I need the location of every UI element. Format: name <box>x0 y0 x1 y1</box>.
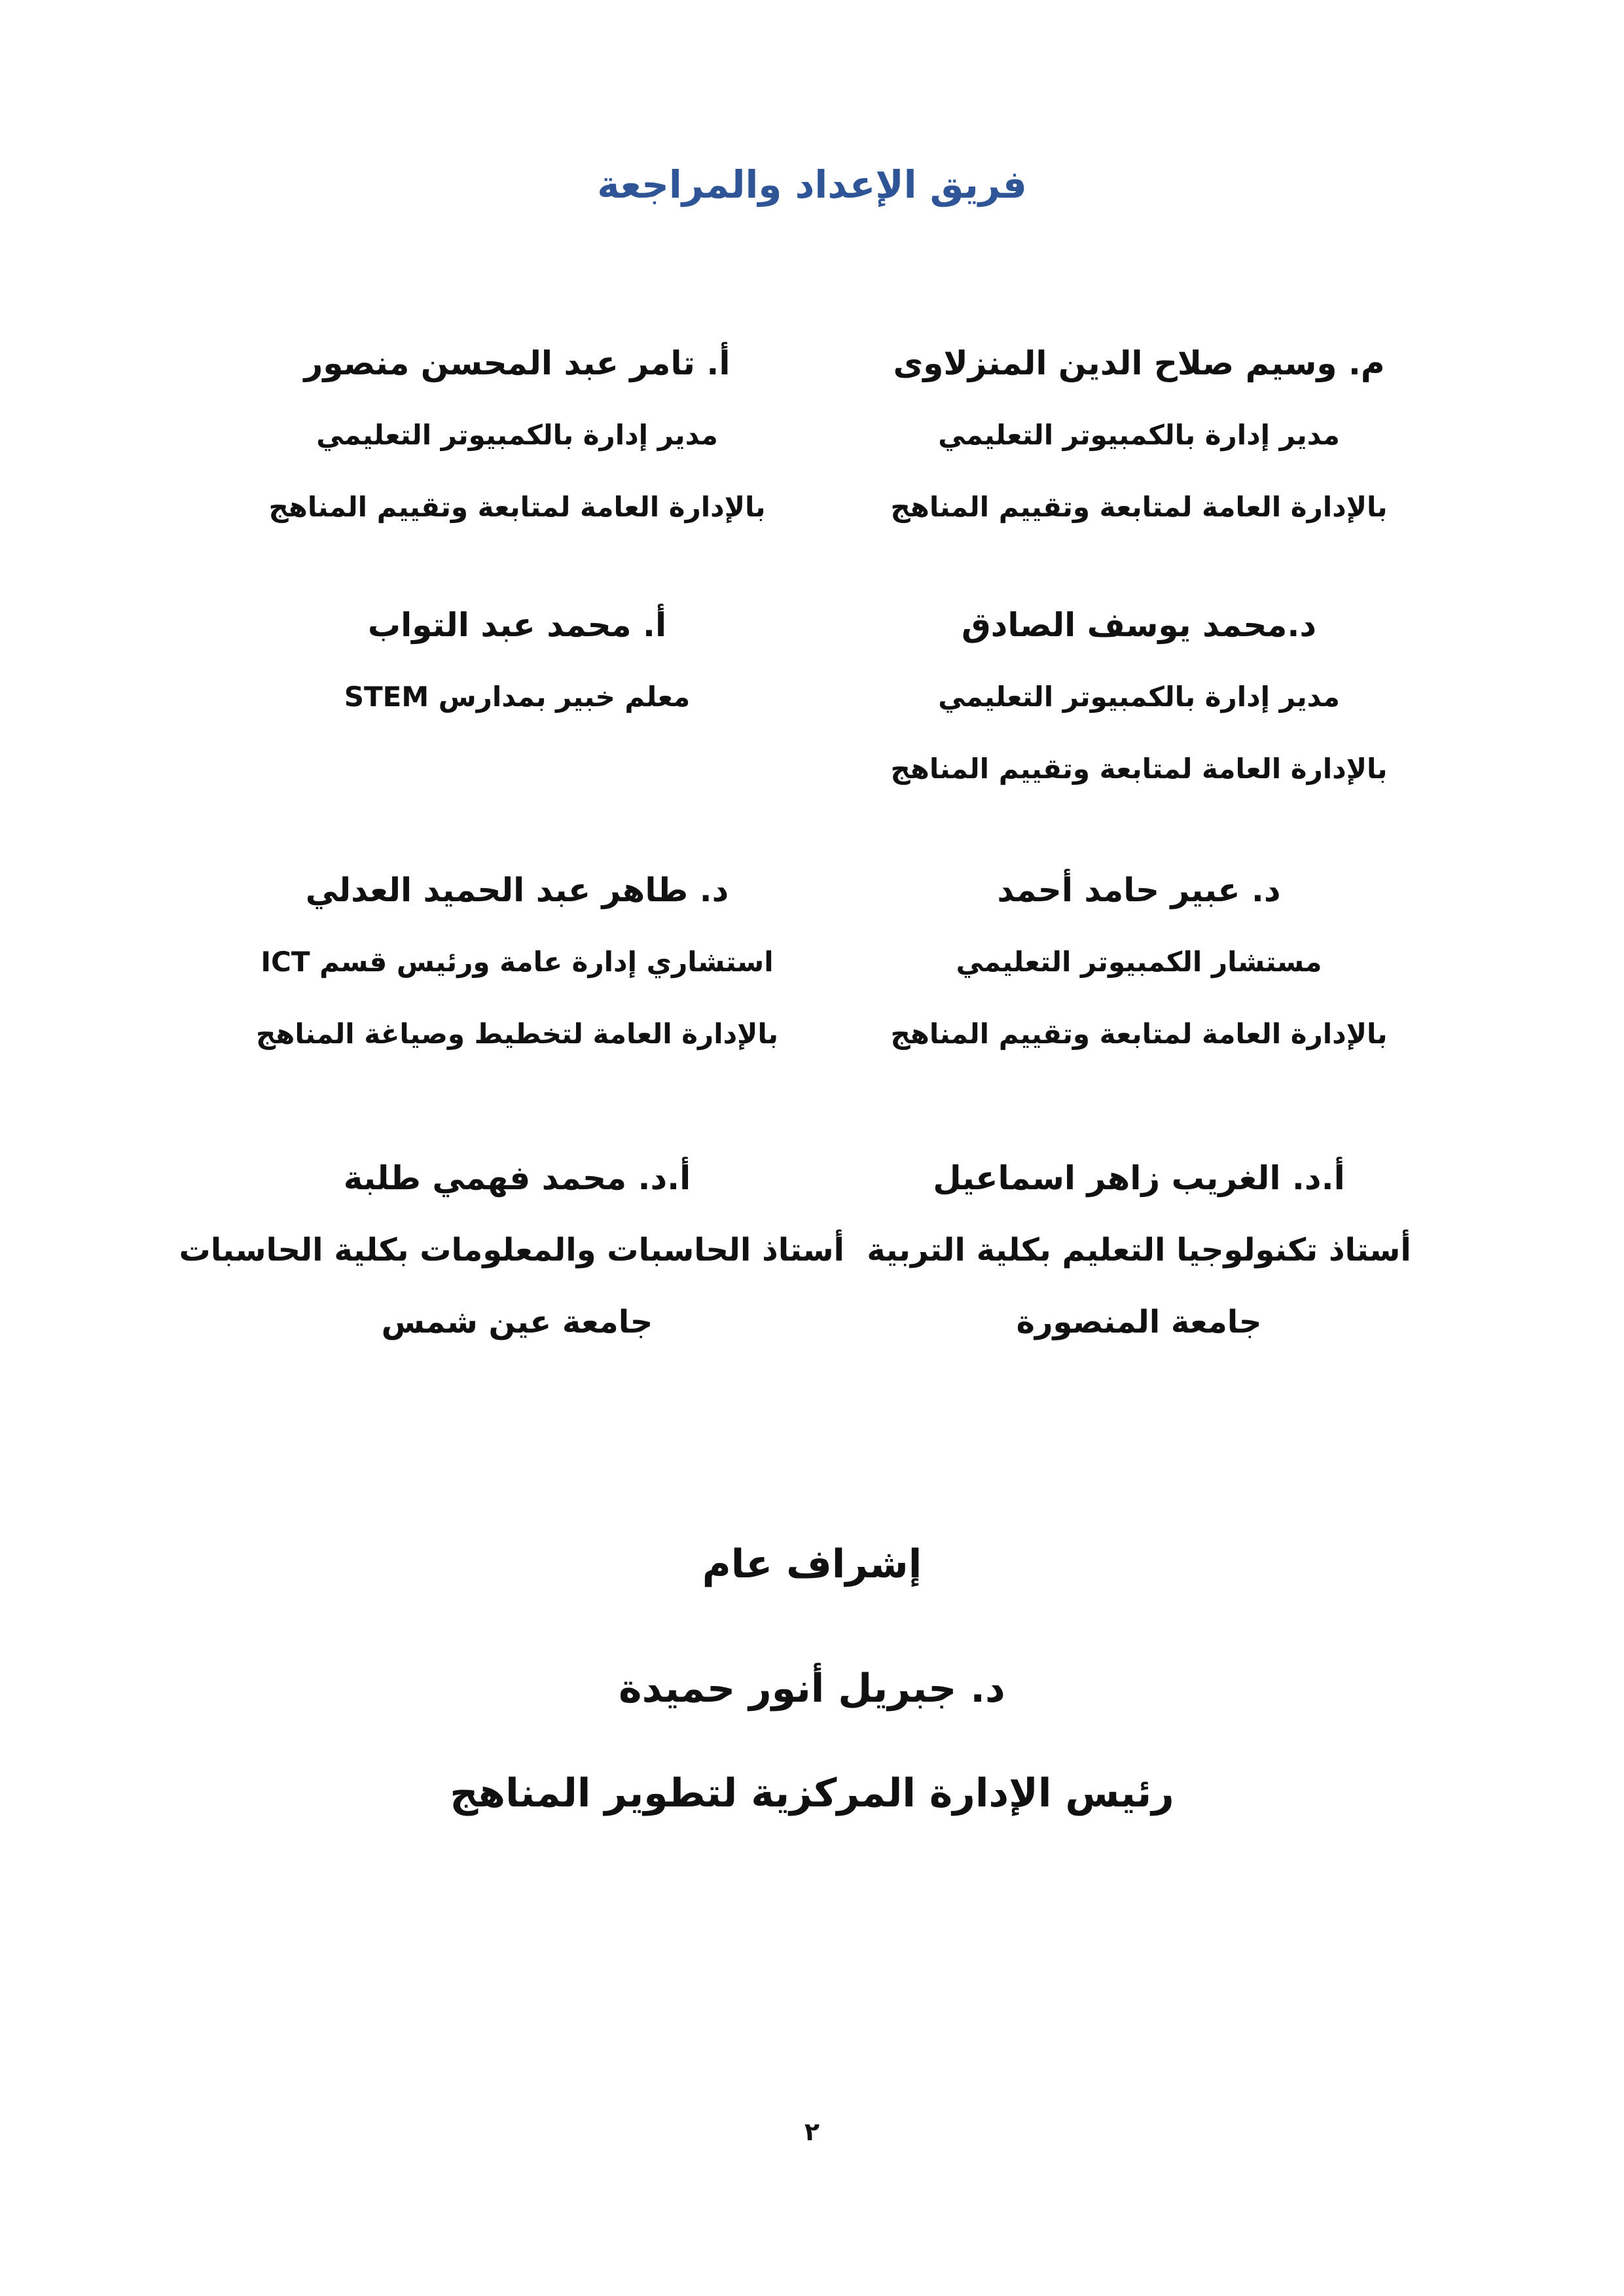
page-number: ٢ <box>804 2117 820 2146</box>
member-role-line: بالإدارة العامة لتخطيط وصياغة المناهج <box>256 1018 778 1050</box>
member-name: أ. تامر عبد المحسن منصور <box>304 344 731 382</box>
member-role-line: أستاذ الحاسبات والمعلومات بكلية الحاسبات <box>179 1232 844 1268</box>
member-name: أ.د. محمد فهمي طلبة <box>343 1159 691 1197</box>
member-name: د. طاهر عبد الحميد العدلي <box>305 871 729 909</box>
team-member-card <box>190 589 844 733</box>
team-member-card <box>812 327 1466 543</box>
member-role-line: مدير إدارة بالكمبيوتر التعليمي <box>938 419 1340 451</box>
member-role-line: جامعة المنصورة <box>1016 1304 1262 1340</box>
member-role-line: مدير إدارة بالكمبيوتر التعليمي <box>938 681 1340 713</box>
member-role-line: مدير إدارة بالكمبيوتر التعليمي <box>316 419 718 451</box>
team-member-card <box>812 1142 1466 1358</box>
supervisor-name <box>0 1643 1624 1734</box>
page-title: فريق الإعداد والمراجعة <box>597 162 1027 207</box>
supervisor-role-text: رئيس الإدارة المركزية لتطوير المناهج <box>450 1770 1174 1816</box>
member-role-line: معلم خبير بمدارس STEM <box>344 681 691 713</box>
team-member-card <box>812 854 1466 1070</box>
team-member-card <box>190 327 844 543</box>
team-member-card <box>179 1142 844 1358</box>
member-name: د.محمد يوسف الصادق <box>961 606 1317 644</box>
member-name: د. عبير حامد أحمد <box>997 871 1281 909</box>
member-role-line: جامعة عين شمس <box>381 1304 653 1340</box>
member-name: أ.د. الغريب زاهر اسماعيل <box>933 1159 1345 1197</box>
member-name: م. وسيم صلاح الدين المنزلاوى <box>893 344 1385 382</box>
member-name: أ. محمد عبد التواب <box>367 606 667 644</box>
member-role-line: بالإدارة العامة لمتابعة وتقييم المناهج <box>890 491 1388 523</box>
member-role-line: بالإدارة العامة لمتابعة وتقييم المناهج <box>890 753 1388 785</box>
member-role-line: مستشار الكمبيوتر التعليمي <box>956 946 1322 978</box>
member-role-line: أستاذ تكنولوجيا التعليم بكلية التربية <box>867 1232 1411 1268</box>
supervision-heading-text: إشراف عام <box>702 1541 922 1587</box>
supervisor-name-text: د. جبريل أنور حميدة <box>619 1666 1005 1712</box>
supervision-heading <box>0 1518 1624 1610</box>
member-role-line: استشاري إدارة عامة ورئيس قسم ICT <box>261 946 774 978</box>
supervisor-role <box>0 1748 1624 1839</box>
team-member-card <box>190 854 844 1070</box>
member-role-line: بالإدارة العامة لمتابعة وتقييم المناهج <box>268 491 766 523</box>
member-role-line: بالإدارة العامة لمتابعة وتقييم المناهج <box>890 1018 1388 1050</box>
team-member-card <box>812 589 1466 805</box>
